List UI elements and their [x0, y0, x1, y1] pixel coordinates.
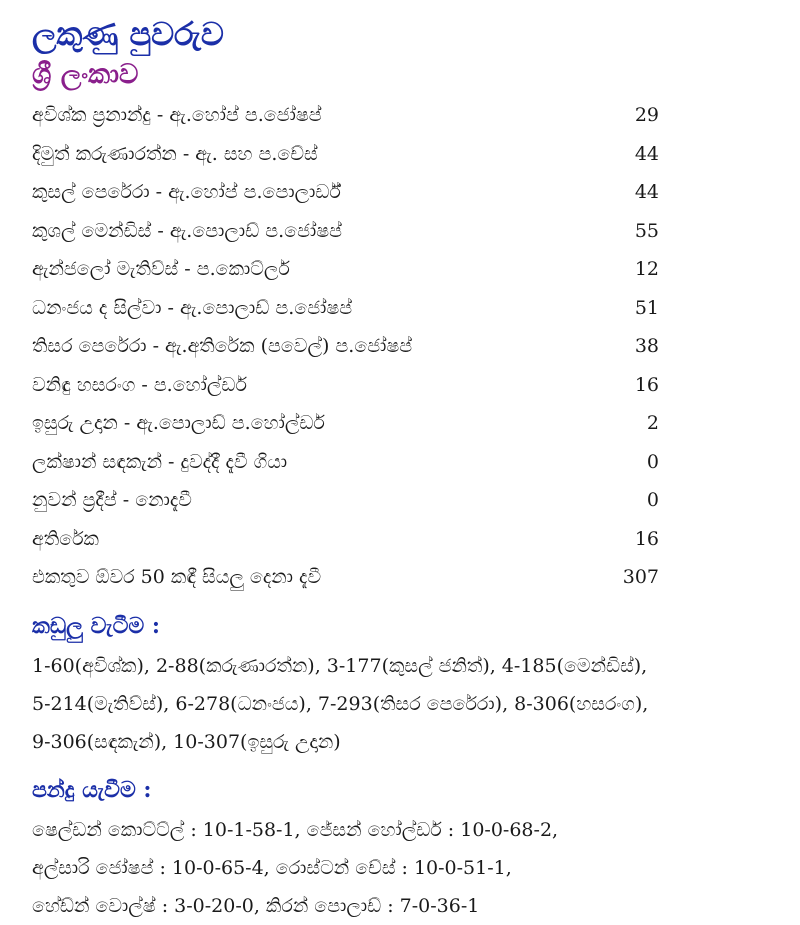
fall-of-wickets-line: 1-60(අවිශ්ක), 2-88(කරුණාරත්න), 3-177(කුසල් ජනිත්), 4-185(මෙන්ඩිස්), — [32, 654, 648, 677]
batting-row — [32, 212, 792, 251]
batsman-runs: 0 — [646, 489, 659, 511]
batsman-dismissal: ධනංජය ද සිල්වා - ඇ.පොලාඩ් ප.ජෝෂප් — [32, 296, 353, 319]
bowling-text — [32, 811, 784, 925]
batting-row — [32, 481, 792, 520]
extras-runs: 16 — [634, 527, 659, 550]
bowling-heading: පන්දු යැවීම : — [32, 776, 152, 803]
batsman-dismissal: වනිඳු හසරංග - ප.හෝල්ඩර් — [32, 373, 247, 396]
batting-row — [32, 327, 792, 366]
page-title: ලකුණු පුවරුව — [32, 15, 224, 53]
batsman-dismissal: තිසර පෙරේරා - ඇ.අතිරේක (පවෙල්) ප.ජෝෂප් — [32, 335, 413, 357]
batsman-runs: 38 — [634, 335, 659, 357]
batsman-runs: 0 — [646, 450, 659, 473]
batsman-runs: 51 — [634, 296, 659, 319]
batsman-dismissal: අවිශ්ක ප්‍රනාන්දු - ඇ.හෝප් ප.ජෝෂප් — [32, 104, 322, 126]
batting-row — [32, 135, 792, 174]
batting-row — [32, 443, 792, 482]
batsman-dismissal: දිමුත් කරුණාරත්න - ඇ. සහ ප.චේස් — [32, 142, 318, 165]
batting-row — [32, 289, 792, 328]
batsman-runs: 44 — [634, 142, 659, 165]
batsman-runs: 44 — [634, 181, 659, 203]
total-label: එකතුව ඕවර 50 කඳී සියලු දෙනා දැවී — [32, 566, 322, 588]
fall-of-wickets-line: 9-306(සඳකැන්), 10-307(ඉසුරු උදාන) — [32, 730, 341, 753]
batting-row — [32, 250, 792, 289]
batsman-runs: 12 — [634, 258, 659, 280]
batsman-runs: 29 — [634, 104, 659, 126]
batting-list — [32, 96, 792, 597]
batting-row — [32, 173, 792, 212]
batting-row — [32, 404, 792, 443]
batsman-runs: 16 — [634, 373, 659, 396]
batsman-dismissal: ලක්ෂාන් සඳකැන් - දුවද්දී දැවී ගියා — [32, 450, 288, 473]
team-name: ශ්‍රී ලංකාව — [32, 59, 139, 90]
bowling-line: අල්සාරි ජෝෂප් : 10-0-65-4, රොස්ටන් චේස් : 10-0-51-1, — [32, 856, 512, 879]
total-row — [32, 558, 792, 597]
batsman-dismissal: ඇන්ජලෝ මැතිව්ස් - ප.කොට්ලර් — [32, 258, 290, 280]
batsman-dismissal: කුසල් පෙරේරා - ඇ.හෝප් ප.පොලාර්ඩ් — [32, 181, 341, 203]
batsman-runs: 55 — [634, 219, 659, 242]
batting-row — [32, 96, 792, 135]
batsman-dismissal: ඉසුරු උදාන - ඇ.පොලාඩ් ප.හෝල්ඩර් — [32, 412, 325, 434]
fall-of-wickets-heading: කඩුලු වැටීම : — [32, 612, 160, 639]
batsman-dismissal: නුවන් ප්‍රදීප් - නොදැවී — [32, 489, 192, 511]
fall-of-wickets-text — [32, 647, 784, 761]
extras-row — [32, 520, 792, 559]
bowling-line: හේඩ්න් වොල්ෂ් : 3-0-20-0, කිරන් පොලාඩ් : 7-0-36-1 — [32, 894, 480, 917]
batsman-runs: 2 — [646, 412, 659, 434]
total-runs: 307 — [622, 566, 659, 588]
scorecard — [32, 12, 792, 925]
extras-label: අතිරේක — [32, 527, 99, 550]
batsman-dismissal: කුශල් මෙන්ඩිස් - ඇ.පොලාඩ් ප.ජෝෂප් — [32, 219, 342, 242]
bowling-line: ෂෙල්ඩන් කොට්ට්ල් : 10-1-58-1, ජේසන් හෝල්ඩර් : 10-0-68-2, — [32, 818, 559, 841]
batting-row — [32, 366, 792, 405]
fall-of-wickets-line: 5-214(මැතිව්ස්), 6-278(ධනංජය), 7-293(තිසර පෙරේරා), 8-306(හසරංග), — [32, 692, 649, 715]
